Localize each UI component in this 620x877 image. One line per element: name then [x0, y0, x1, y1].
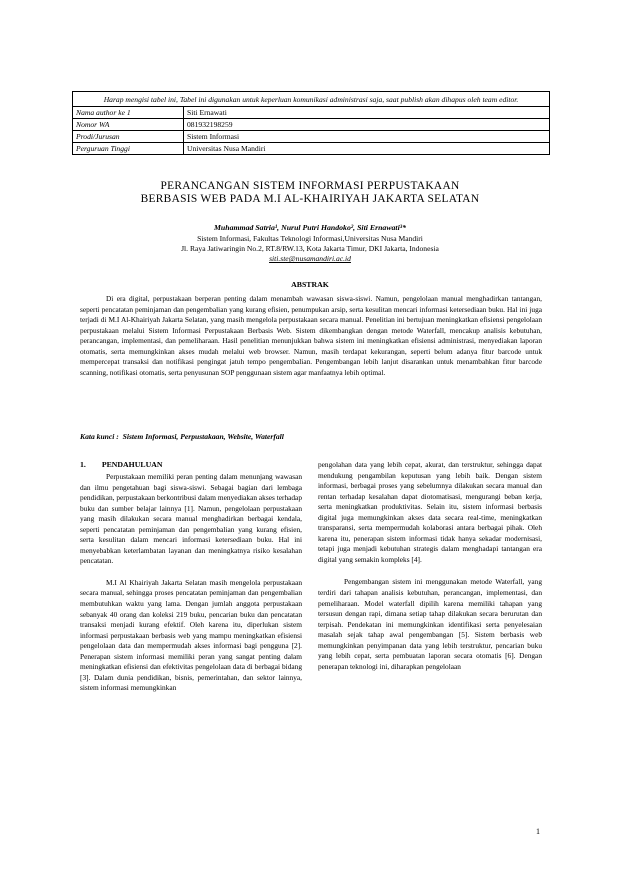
paper-title: [60, 180, 560, 206]
authors: Muhammad Satria¹, Nurul Putri Handoko², Siti Ernawati³*: [213, 223, 407, 232]
keywords-text: Sistem Informasi, Perpustakaan, Website, Waterfall: [122, 432, 284, 441]
right-column: [318, 460, 542, 672]
table-row: [73, 107, 550, 119]
section-title: PENDAHULUAN: [101, 460, 163, 469]
keywords-label: Kata kunci :: [80, 432, 119, 441]
intro-paragraph-1: Perpustakaan memiliki peran penting dalam menunjang wawasan dan ilmu pengetahuan bagi siswa-siswi. Sebagai bagian dari lembaga pendidikan, perpustakaan berkontribusi dalam menyediakan akses terhadap buku dan sumber belajar lainnya [1]. Namun, pengelolaan perpustakaan yang masih dilakukan secara manual menghadirkan berbagai kendala, seperti pencatatan peminjaman dan pengembalian yang kurang efisien, serta kesulitan dalam mencari informasi ketersediaan buku. Hal ini menyebabkan keterlambatan layanan dan meningkatnya risiko kesalahan pencatatan.: [80, 472, 302, 566]
table-row: [73, 143, 550, 155]
title-line-2: BERBASIS WEB PADA M.I AL-KHAIRIYAH JAKARTA SELATAN: [140, 193, 480, 205]
section-heading: [80, 460, 162, 469]
keywords-line: [80, 432, 284, 441]
row-label: Prodi/Jurusan: [73, 131, 184, 143]
abstract-body: [80, 294, 542, 378]
intro-paragraph-2: M.I Al Khairiyah Jakarta Selatan masih mengelola perpustakaan secara manual, sehingga proses pencatatan peminjaman dan pengembalian membutuhkan waktu yang lama. Dengan jumlah anggota perpustakaan sebanyak 40 orang dan koleksi 219 buku, pencarian buku dan pencatatan transaksi menjadi kurang efektif. Oleh karena itu, diperlukan sistem informasi perpustakaan berbasis web yang mampu meningkatkan efisiensi pengelolaan data dan mempermudah akses informasi bagi pengguna [2]. Penerapan sistem informasi memiliki peran yang sangat penting dalam meningkatkan efisiensi dan efektivitas pengelolaan data di berbagai bidang [3]. Dalam dunia pendidikan, bisnis, pemerintahan, dan sektor lainnya, sistem informasi memungkinkan: [80, 577, 302, 693]
row-value: 081932198259: [184, 119, 550, 131]
address: Jl. Raya Jatiwaringin No.2, RT.8/RW.13, Kota Jakarta Timur, DKI Jakarta, Indonesia: [181, 244, 439, 253]
email-wrapper: [60, 254, 560, 264]
affiliation: Sistem Informasi, Fakultas Teknologi Informasi,Universitas Nusa Mandiri: [197, 234, 423, 243]
author-info-table: [72, 91, 550, 155]
editor-notice: Harap mengisi tabel ini, Tabel ini digunakan untuk keperluan komunikasi administrasi saja, saat publish akan dihapus oleh team editor.: [73, 92, 550, 107]
author-email[interactable]: siti.ste@nusamandiri.ac.id: [269, 254, 351, 263]
row-label: Nama author ke 1: [73, 107, 184, 119]
page-number: 1: [536, 827, 540, 836]
abstract-text: Di era digital, perpustakaan berperan penting dalam menambah wawasan siswa-siswi. Namun, pengelolaan manual menghadirkan tantangan, seperti pencatatan peminjaman dan pengembalian yang kurang efisien, penumpukan arsip, serta kesulitan mencari informasi ketersediaan buku. Hal ini juga terjadi di M.I Al-Khairiyah Jakarta Selatan, yang masih mengelola perpustakaan secara manual. Penelitian ini bertujuan meningkatkan efisiensi pengelolaan perpustakaan melalui Sistem Informasi Perpustakaan Berbasis Web. Sistem dikembangkan dengan metode Waterfall, mencakup analisis kebutuhan, perancangan, implementasi, dan pemeliharaan. Hasil penelitian menunjukkan bahwa sistem ini meningkatkan efisiensi administrasi, menyediakan laporan otomatis, serta memungkinkan akses mudah melalui web browser. Namun, masih terdapat kekurangan, seperti belum adanya fitur barcode untuk mempercepat transaksi dan notifikasi pengingat jatuh tempo pengembalian. Pengembangan lebih lanjut disarankan untuk menambahkan fitur barcode scanning, notifikasi otomatis, serta penyusunan SOP penggunaan sistem agar manfaatnya lebih optimal.: [80, 294, 542, 377]
left-column: [80, 472, 302, 694]
intro-paragraph-4: Pengembangan sistem ini menggunakan metode Waterfall, yang terdiri dari tahapan analisis kebutuhan, perancangan, implementasi, dan pemeliharaan. Model waterfall dipilih karena memiliki tahapan yang tersusun dengan rapi, dimana setiap tahap dilakukan secara berurutan dan terpisah. Pendekatan ini memungkinkan identifikasi serta penyelesaian masalah sejak tahap awal pengembangan [5]. Sistem berbasis web memungkinkan penyimpanan data yang lebih terstruktur, pencarian buku yang lebih cepat, serta pembuatan laporan secara otomatis [6]. Dengan penerapan teknologi ini, diharapkan pengelolaan: [318, 577, 542, 671]
intro-paragraph-3: pengolahan data yang lebih cepat, akurat, dan terstruktur, sehingga dapat mendukung pengambilan keputusan yang lebih baik. Dengan sistem informasi, berbagai proses yang sebelumnya dilakukan secara manual dan rentan terhadap kesalahan dapat diotomatisasi, mengurangi beban kerja, serta meningkatkan produktivitas. Selain itu, sistem informasi berbasis digital juga memungkinkan akses data secara real-time, meningkatkan transparansi, serta mempermudah kolaborasi antara berbagai pihak. Oleh karena itu, penerapan sistem informasi tidak hanya sekadar modernisasi, tetapi juga menjadi kebutuhan strategis dalam menghadapi tantangan era digital yang semakin kompleks [4].: [318, 460, 542, 564]
table-row: [73, 119, 550, 131]
row-label: Perguruan Tinggi: [73, 143, 184, 155]
row-label: Nomor WA: [73, 119, 184, 131]
table-row: [73, 131, 550, 143]
row-value: Sistem Informasi: [184, 131, 550, 143]
title-line-1: PERANCANGAN SISTEM INFORMASI PERPUSTAKAAN: [160, 180, 460, 192]
row-value: Siti Ernawati: [184, 107, 550, 119]
section-number: 1.: [80, 460, 86, 469]
row-value: Universitas Nusa Mandiri: [184, 143, 550, 155]
abstract-heading: ABSTRAK: [291, 280, 329, 289]
